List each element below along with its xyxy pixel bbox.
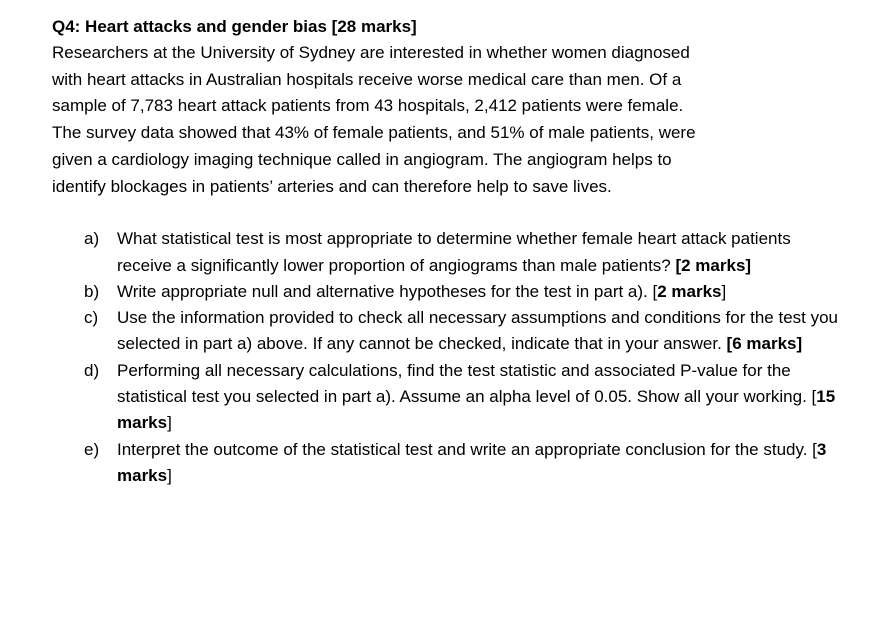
sub-question-e [84,437,848,490]
sub-question-d [84,358,848,437]
marks-suffix: ] [167,465,172,485]
intro-line: with heart attacks in Australian hospitals receive worse medical care than men. Of a [52,69,682,89]
intro-line: given a cardiology imaging technique called in angiogram. The angiogram helps to [52,149,672,169]
sub-question-letter: c) [84,308,99,328]
sub-question-a [84,226,848,279]
sub-question-text: Write appropriate null and alternative hypotheses for the test in part a). [ [117,281,658,301]
intro-line: sample of 7,783 heart attack patients from 43 hospitals, 2,412 patients were female. [52,96,684,116]
marks-label: 3 marks [117,439,827,485]
sub-question-body [117,358,848,437]
sub-question-body [117,305,848,358]
sub-question-letter: d) [84,360,100,380]
sub-question-letter: a) [84,229,100,249]
marks-label: 2 marks [657,281,722,301]
sub-question-text: Use the information provided to check all necessary assumptions and conditions for the test you selected in part a) above. If any cannot be checked, indicate that in your answer. [117,308,838,354]
sub-question-body [117,226,848,279]
marks-label: [2 marks] [675,255,752,275]
sub-question-text: What statistical test is most appropriate to determine whether female heart attack patients receive a significantly lower proportion of angiograms than male patients? [117,229,791,275]
sub-question-letter: e) [84,439,100,459]
intro-line: Researchers at the University of Sydney are interested in whether women diagnosed [52,43,690,62]
sub-question-letter: b) [84,281,100,301]
intro-line: identify blockages in patients’ arteries and can therefore help to save lives. [52,176,612,196]
sub-question-text: Interpret the outcome of the statistical test and write an appropriate conclusion for the study. [ [117,439,817,459]
sub-question-text: Performing all necessary calculations, find the test statistic and associated P-value for the statistical test you selected in part a). Assume an alpha level of 0.05. Show all your working. [ [117,360,817,406]
sub-question-list [52,226,848,489]
sub-question-body [117,437,848,490]
sub-question-c [84,305,848,358]
intro-line: The survey data showed that 43% of female patients, and 51% of male patients, were [52,123,696,143]
marks-suffix: ] [167,413,172,433]
marks-label: [6 marks] [726,334,803,354]
intro-paragraph [52,40,848,200]
sub-question-body [117,279,848,305]
question-title: Q4: Heart attacks and gender bias [28 marks] [52,17,417,36]
marks-suffix: ] [721,281,727,301]
marks-label: 15 marks [117,387,836,433]
sub-question-b [84,279,848,305]
